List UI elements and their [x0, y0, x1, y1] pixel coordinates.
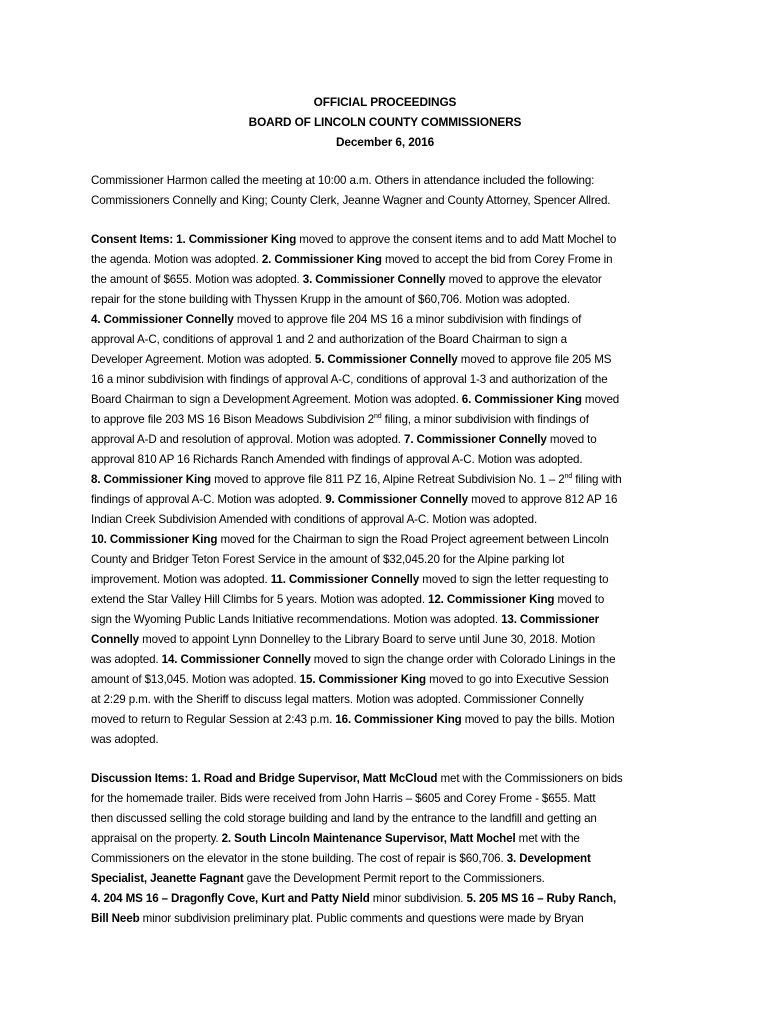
- text-run: improvement. Motion was adopted.: [91, 573, 271, 586]
- text-run: Commissioners Connelly and King; County Clerk, Jeanne Wagner and County Attorney, Spencer Allred.: [91, 194, 611, 207]
- text-line: [91, 849, 691, 869]
- text-run: moved to approve file 205 MS: [457, 353, 612, 366]
- bold-text: 3. Commissioner Connelly: [302, 273, 446, 286]
- text-line: [91, 470, 691, 490]
- text-run: at 2:29 p.m. with the Sheriff to discuss legal matters. Motion was adopted. Commissioner Connelly: [91, 693, 584, 706]
- text-line: [91, 370, 691, 390]
- header-title: OFFICIAL PROCEEDINGS: [313, 95, 457, 109]
- text-line: [91, 191, 691, 211]
- text-run: Commissioners on the elevator in the stone building. The cost of repair is $60,706.: [91, 852, 507, 865]
- bold-text: Specialist, Jeanette Fagnant: [91, 872, 244, 885]
- text-line: [91, 869, 691, 889]
- text-run: approval A-C, conditions of approval 1 and 2 and authorization of the Board Chairman to sign a: [91, 333, 567, 346]
- bold-text: 11. Commissioner Connelly: [270, 573, 420, 586]
- bold-text: Bill Neeb: [91, 912, 140, 925]
- superscript-text: nd: [374, 413, 382, 420]
- text-run: approval 810 AP 16 Richards Ranch Amended with findings of approval A-C. Motion was adopted.: [91, 453, 583, 466]
- text-line: [91, 310, 691, 330]
- text-run: moved to go into Executive Session: [426, 673, 609, 686]
- text-line: [91, 290, 691, 310]
- text-run: gave the Development Permit report to the Commissioners.: [243, 872, 545, 885]
- bold-text: 4. 204 MS 16 – Dragonfly Cove, Kurt and Patty Nield: [91, 892, 370, 905]
- text-run: the agenda. Motion was adopted.: [91, 253, 262, 266]
- text-run: minor subdivision.: [369, 892, 467, 905]
- document-header: [0, 92, 770, 152]
- text-run: moved to accept the bid from Corey Frome in: [381, 253, 613, 266]
- header-board-name: BOARD OF LINCOLN COUNTY COMMISSIONERS: [248, 115, 522, 129]
- text-run: County and Bridger Teton Forest Service in the amount of $32,045.20 for the Alpine parking lot: [91, 553, 565, 566]
- text-line: [91, 909, 691, 929]
- text-line: [91, 889, 691, 909]
- text-run: then discussed selling the cold storage building and land by the entrance to the landfill and getting an: [91, 812, 597, 825]
- text-run: moved for the Chairman to sign the Road Project agreement between Lincoln: [217, 533, 609, 546]
- text-line: [91, 829, 691, 849]
- bold-text: 9. Commissioner Connelly: [325, 493, 468, 506]
- opening-paragraph: [91, 171, 691, 211]
- bold-text: 12. Commissioner King: [428, 593, 555, 606]
- text-line: [91, 570, 691, 590]
- text-run: moved to approve the consent items and to add Matt Mochel to: [296, 233, 617, 246]
- bold-text: 10. Commissioner King: [91, 533, 218, 546]
- text-run: filing with: [572, 473, 622, 486]
- text-run: filing, a minor subdivision with findings of: [381, 413, 589, 426]
- text-run: the amount of $655. Motion was adopted.: [91, 273, 303, 286]
- text-run: minor subdivision preliminary plat. Public comments and questions were made by Bryan: [139, 912, 584, 925]
- bold-text: 6. Commissioner King: [461, 393, 582, 406]
- bold-text: 14. Commissioner Connelly: [161, 653, 311, 666]
- text-line: [91, 490, 691, 510]
- text-line: [91, 430, 691, 450]
- text-line: [91, 789, 691, 809]
- text-line: [91, 590, 691, 610]
- text-run: repair for the stone building with Thyssen Krupp in the amount of $60,706. Motion was adopted.: [91, 293, 570, 306]
- bold-text: 13. Commissioner: [501, 613, 600, 626]
- text-run: was adopted.: [91, 733, 159, 746]
- text-run: met with the: [515, 832, 580, 845]
- bold-text: 4. Commissioner Connelly: [91, 313, 234, 326]
- text-line: [91, 450, 691, 470]
- text-line: [91, 171, 691, 191]
- text-run: moved to approve 812 AP 16: [467, 493, 618, 506]
- text-run: moved to approve file 811 PZ 16, Alpine Retreat Subdivision No. 1 – 2: [211, 473, 565, 486]
- text-run: moved to sign the letter requesting to: [419, 573, 609, 586]
- text-line: [91, 250, 691, 270]
- bold-text: 2. South Lincoln Maintenance Supervisor, Matt Mochel: [221, 832, 516, 845]
- text-run: 16 a minor subdivision with findings of approval A-C, conditions of approval 1-3 and authorization of the: [91, 373, 608, 386]
- text-run: moved to sign the change order with Colorado Linings in the: [310, 653, 616, 666]
- superscript-text: nd: [564, 473, 573, 480]
- text-line: [91, 710, 691, 730]
- text-run: findings of approval A-C. Motion was adopted.: [91, 493, 326, 506]
- text-line: [91, 610, 691, 630]
- text-run: moved to return to Regular Session at 2:43 p.m.: [91, 713, 336, 726]
- bold-text: Connelly: [91, 633, 139, 646]
- text-run: appraisal on the property.: [91, 832, 222, 845]
- text-run: Developer Agreement. Motion was adopted.: [91, 353, 315, 366]
- text-run: extend the Star Valley Hill Climbs for 5 years. Motion was adopted.: [91, 593, 429, 606]
- bold-text: 15. Commissioner King: [299, 673, 427, 686]
- text-line: [91, 730, 691, 750]
- text-line: [91, 390, 691, 410]
- bold-text: 5. Commissioner Connelly: [314, 353, 458, 366]
- text-line: [91, 230, 691, 250]
- text-line: [91, 670, 691, 690]
- text-line: [91, 690, 691, 710]
- bold-text: 16. Commissioner King: [335, 713, 462, 726]
- text-line: [91, 350, 691, 370]
- text-run: for the homemade trailer. Bids were received from John Harris – $605 and Corey Frome - $655. Matt: [91, 792, 596, 805]
- text-line: [91, 769, 691, 789]
- bold-text: 7. Commissioner Connelly: [404, 433, 547, 446]
- consent-items-paragraph: [91, 230, 691, 750]
- text-run: was adopted.: [91, 653, 162, 666]
- text-run: moved to: [546, 433, 597, 446]
- text-line: [91, 330, 691, 350]
- bold-text: 2. Commissioner King: [261, 253, 382, 266]
- text-line: [91, 809, 691, 829]
- text-run: met with the Commissioners on bids: [437, 772, 623, 785]
- document-body: [91, 171, 691, 948]
- text-line: [91, 270, 691, 290]
- bold-text: Discussion Items: 1. Road and Bridge Supervisor, Matt McCloud: [91, 772, 438, 785]
- text-line: [91, 650, 691, 670]
- text-run: to approve file 203 MS 16 Bison Meadows Subdivision 2: [91, 413, 375, 426]
- header-date: December 6, 2016: [335, 135, 435, 149]
- text-line: [91, 630, 691, 650]
- text-run: moved to appoint Lynn Donnelley to the Library Board to serve until June 30, 2018. Motion: [139, 633, 596, 646]
- text-run: Commissioner Harmon called the meeting at 10:00 a.m. Others in attendance included the following:: [91, 174, 595, 187]
- bold-text: 5. 205 MS 16 – Ruby Ranch,: [466, 892, 617, 905]
- text-run: moved to: [554, 593, 605, 606]
- text-line: [91, 410, 691, 430]
- text-line: [91, 530, 691, 550]
- bold-text: Consent Items: 1. Commissioner King: [91, 233, 297, 246]
- text-run: approval A-D and resolution of approval. Motion was adopted.: [91, 433, 404, 446]
- text-run: moved to approve file 204 MS 16 a minor subdivision with findings of: [233, 313, 582, 326]
- text-line: [91, 550, 691, 570]
- text-run: moved: [581, 393, 620, 406]
- text-run: Board Chairman to sign a Development Agreement. Motion was adopted.: [91, 393, 462, 406]
- bold-text: 3. Development: [506, 852, 591, 865]
- text-run: moved to pay the bills. Motion: [461, 713, 615, 726]
- text-line: [91, 510, 691, 530]
- bold-text: 8. Commissioner King: [91, 473, 212, 486]
- text-run: sign the Wyoming Public Lands Initiative recommendations. Motion was adopted.: [91, 613, 502, 626]
- discussion-items-paragraph: [91, 769, 691, 929]
- text-run: Indian Creek Subdivision Amended with conditions of approval A-C. Motion was adopted.: [91, 513, 538, 526]
- text-run: amount of $13,045. Motion was adopted.: [91, 673, 300, 686]
- text-run: moved to approve the elevator: [445, 273, 602, 286]
